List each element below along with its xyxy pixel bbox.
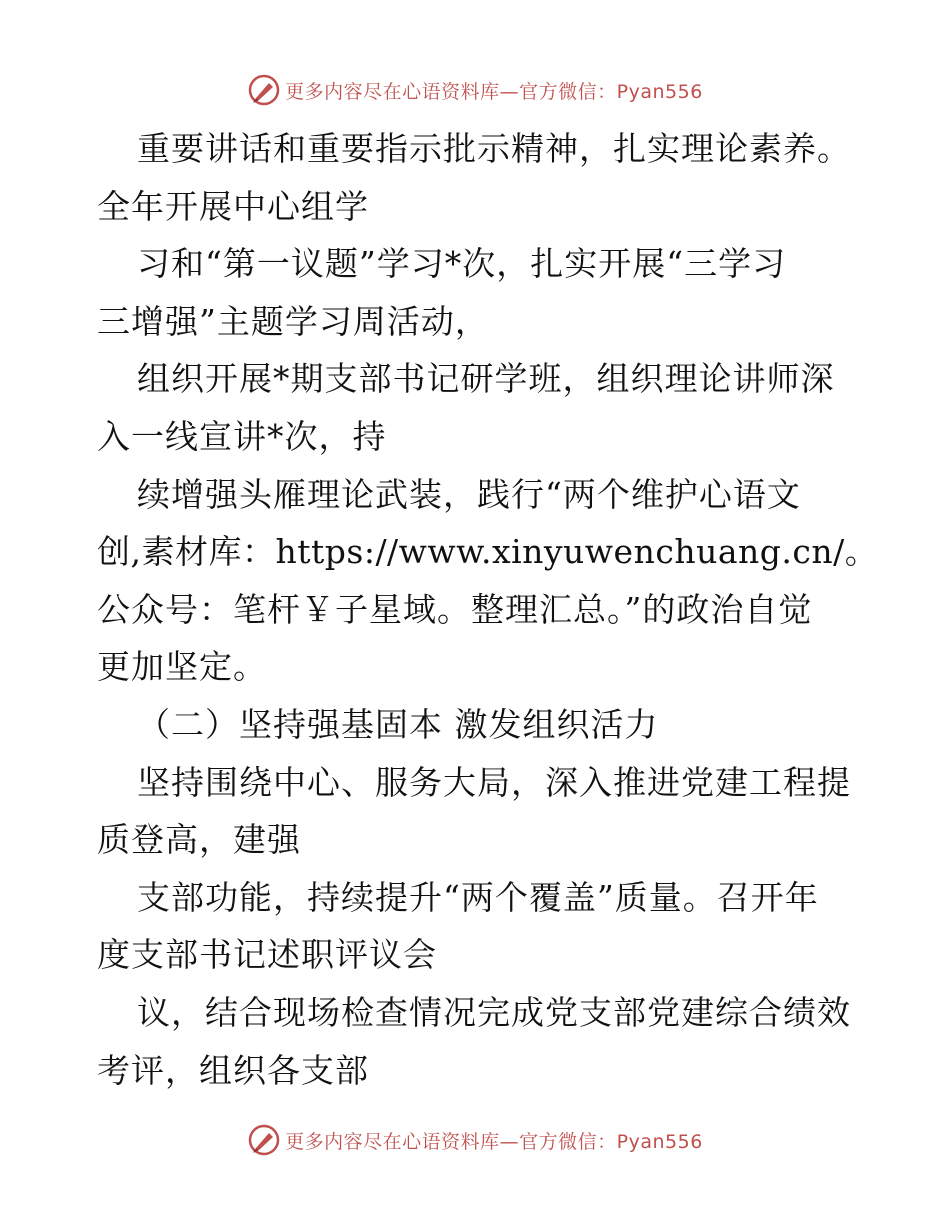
body-line: 考评，组织各支部 xyxy=(97,1050,369,1090)
footer-banner xyxy=(0,1120,950,1160)
body-line: 重要讲话和重要指示批示精神，扎实理论素养。 xyxy=(137,129,851,168)
header-banner-text: 更多内容尽在心语资料库—官方微信：Pyan556 xyxy=(285,80,703,103)
document-body xyxy=(97,120,887,1099)
body-line: 续增强头雁理论武装，践行“两个维护心语文 xyxy=(137,474,801,514)
body-line: 三增强”主题学习周活动， xyxy=(97,301,489,341)
header-banner xyxy=(0,70,950,110)
body-line: 度支部书记述职评议会 xyxy=(97,935,437,975)
body-line: 全年开展中心组学 xyxy=(97,186,369,226)
section-heading: （二）坚持强基固本 激发组织活力 xyxy=(137,704,659,744)
body-line: 更加坚定。 xyxy=(97,647,267,687)
footer-banner-text: 更多内容尽在心语资料库—官方微信：Pyan556 xyxy=(285,1130,703,1153)
body-line: 支部功能，持续提升“两个覆盖”质量。召开年 xyxy=(137,877,819,917)
pen-nib-logo-icon xyxy=(247,73,281,107)
body-line: 公众号：笔杆￥子星域。整理汇总。”的政治自觉 xyxy=(97,589,813,629)
body-line: 组织开展*期支部书记研学班，组织理论讲师深 xyxy=(137,359,835,399)
body-line: 入一线宣讲*次，持 xyxy=(97,416,387,456)
body-line: 习和“第一议题”学习*次，扎实开展“三学习 xyxy=(137,244,787,284)
pen-nib-logo-icon xyxy=(247,1123,281,1157)
body-line: 坚持围绕中心、服务大局，深入推进党建工程提 xyxy=(137,762,851,802)
body-line-url: 创,素材库：https://www.xinyuwenchuang.cn/。 xyxy=(97,532,879,572)
body-line: 议，结合现场检查情况完成党支部党建综合绩效 xyxy=(137,992,851,1032)
body-line: 质登高，建强 xyxy=(97,820,301,860)
